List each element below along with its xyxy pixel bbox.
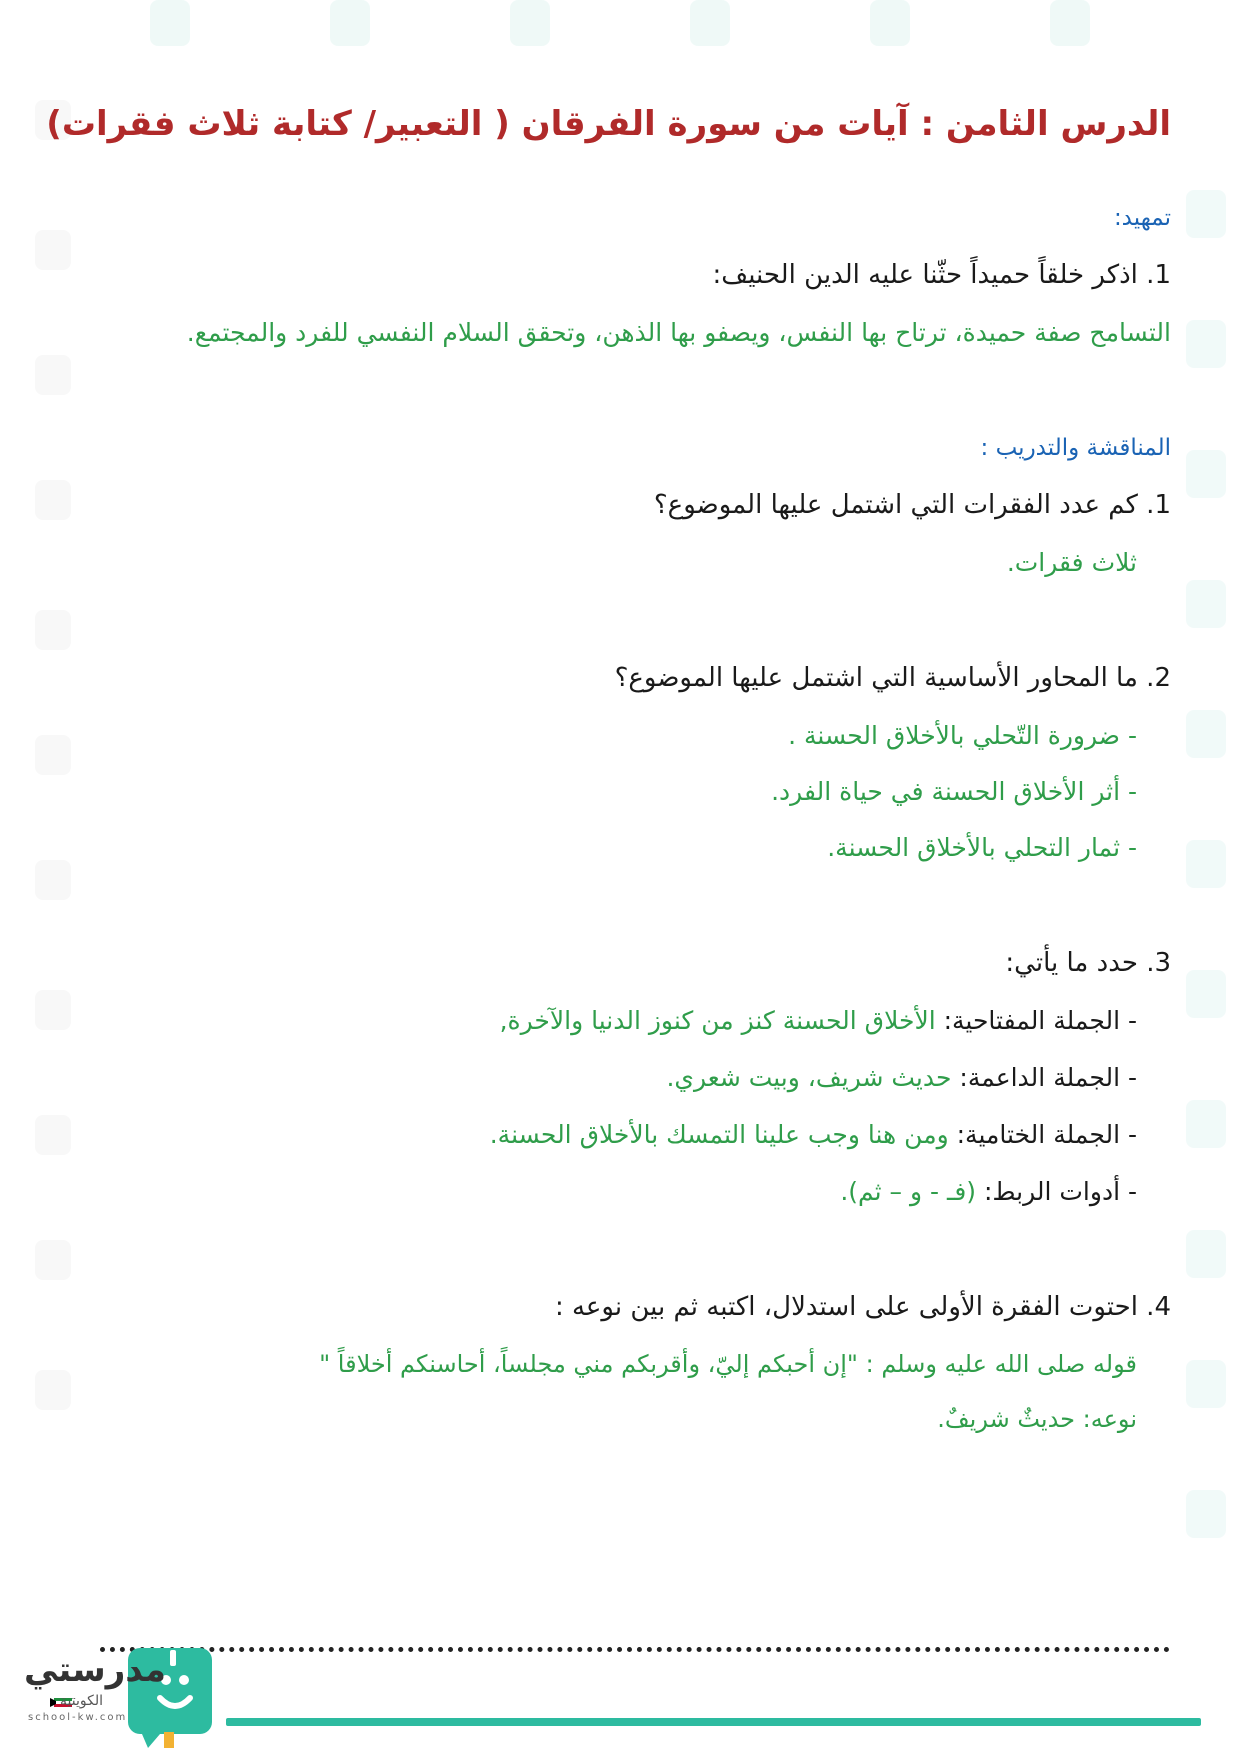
logo-name: مدرستي (24, 1650, 166, 1690)
answer-3-label: - الجملة الختامية: (948, 1120, 1137, 1149)
discussion-heading: المناقشة والتدريب : (980, 435, 1171, 461)
question-2: 2. ما المحاور الأساسية التي اشتمل عليها الموضوع؟ (614, 663, 1171, 693)
answer-1: ثلاث فقرات. (1006, 548, 1137, 577)
answer-3-value: الأخلاق الحسنة كنز من كنوز الدنيا والآخرة, (499, 1006, 936, 1035)
answer-3-label: - الجملة المفتاحية: (935, 1006, 1137, 1035)
watermark-pattern-right (1181, 190, 1231, 1570)
answer-3-item (840, 1177, 1137, 1206)
answer-2-item: - ضرورة التّحلي بالأخلاق الحسنة . (788, 721, 1137, 750)
answer-3-value: (فـ - و – ثم). (840, 1177, 977, 1206)
answer-3-label: - الجملة الداعمة: (951, 1063, 1137, 1092)
intro-question: 1. اذكر خلقاً حميداً حثّنا عليه الدين الحنيف: (712, 260, 1171, 290)
answer-4-quote-text: "إن أحبكم إليّ، وأقربكم مني مجلساً، أحاسنكم أخلاقاً " (319, 1350, 858, 1378)
answer-2-item: - أثر الأخلاق الحسنة في حياة الفرد. (771, 777, 1137, 806)
answer-2-item: - ثمار التحلي بالأخلاق الحسنة. (827, 833, 1137, 862)
answer-3-value: حديث شريف، وبيت شعري. (666, 1063, 952, 1092)
question-3: 3. حدد ما يأتي: (1005, 948, 1171, 978)
question-4: 4. احتوت الفقرة الأولى على استدلال، اكتبه ثم بين نوعه : (554, 1292, 1171, 1322)
question-1: 1. كم عدد الفقرات التي اشتمل عليها الموضوع؟ (653, 490, 1171, 520)
footer-dotted-rule (100, 1647, 1170, 1652)
footer-bar (226, 1718, 1201, 1726)
intro-heading: تمهيد: (1113, 205, 1171, 231)
watermark-pattern (0, 0, 1241, 52)
answer-4-quote-label: قوله صلى الله عليه وسلم : (857, 1350, 1137, 1378)
answer-3-item (500, 1006, 1137, 1035)
answer-3-item (666, 1063, 1137, 1092)
answer-4-quote (319, 1350, 1137, 1378)
watermark-pattern-left (30, 100, 80, 1560)
answer-3-item (490, 1120, 1137, 1149)
answer-3-value: ومن هنا وجب علينا التمسك بالأخلاق الحسنة. (489, 1120, 949, 1149)
intro-answer: التسامح صفة حميدة، ترتاح بها النفس، ويصفو بها الذهن، وتحقق السلام النفسي للفرد والمجتمع. (186, 318, 1171, 347)
page-title: الدرس الثامن : آيات من سورة الفرقان ( التعبير/ كتابة ثلاث فقرات) (46, 104, 1171, 144)
logo-url: school-kw.com (28, 1712, 128, 1723)
logo-subtitle: الكويتية (60, 1693, 103, 1709)
answer-4-type: نوعه: حديثٌ شريفٌ. (937, 1405, 1137, 1433)
answer-3-label: - أدوات الربط: (976, 1177, 1137, 1206)
